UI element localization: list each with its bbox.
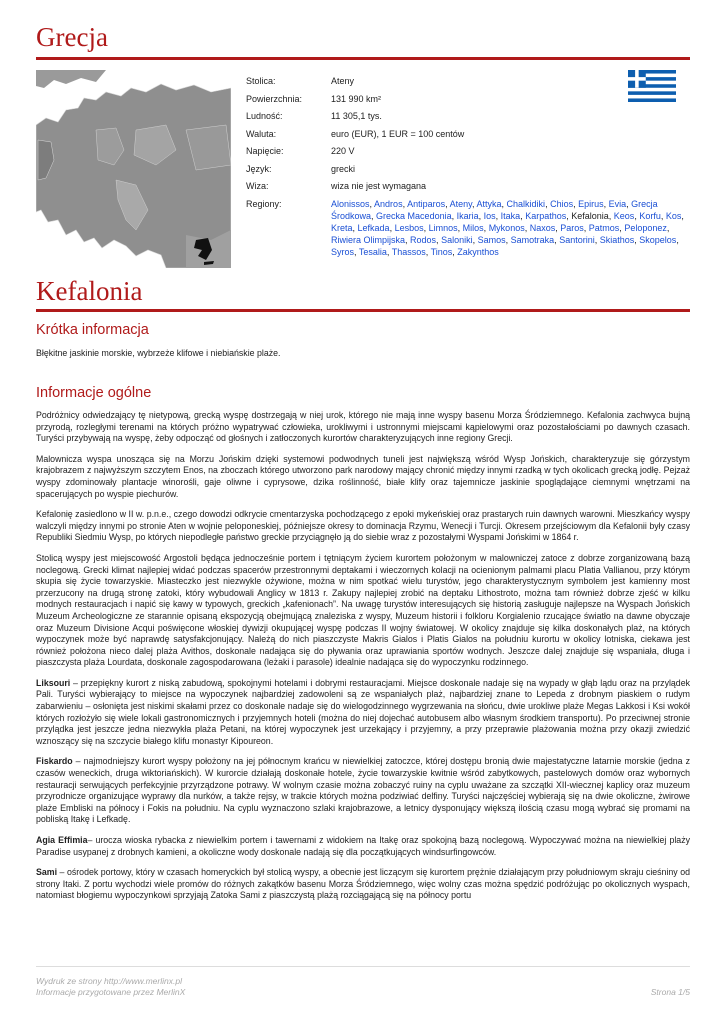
region-link[interactable]: Rodos (410, 234, 437, 245)
region-link[interactable]: Attyka (476, 198, 502, 209)
general-info-heading: Informacje ogólne (36, 385, 152, 401)
info-row-regions: Regiony: Alonissos, Andros, Antiparos, Ateny, Attyka, Chalkidiki, Chios, Epirus, Evia, Grecja Środkowa, Grecka Macedonia, Ikaria, Ios, Itaka, Karpathos, Kefalonia, Keos, Korfu, Kos, Kreta, Lefkada, Lesbos, Limnos, Milos, Mykonos, Naxos, Paros, Patmos, Peloponez, Riwiera Olimpijska, Rodos, Saloniki, Samos, Samotraka, Santorini, Skiathos, Skopelos, Syros, Tesalia, Thassos, Tinos, Zakynthos (246, 198, 691, 258)
place-paragraph: Liksouri – przepiękny kurort z niską zabudową, spokojnymi hotelami i dobrymi restauracjami. Miejsce doskonale nadaje się na wypady w głąb lądu oraz na przylądek Pali. Turyści wybierający to miejsce na wypoczynek najbardziej zadowoleni są ze wspaniałych plaż, najbardziej znane to Lepeda z drobnym piaskiem o rudym zabarwieniu – osłonięta jest niskimi skałami przez co doskonale nadaje się do wielogodzinnego wygrzewania na słońcu, dwie urokliwe plaże Megas Lakkosi i Ksi wokół których rozłożyło się wiele lokali gastronomicznych i przyjemnych hoteli (można do niej dojechać autobusem albo własnym środkiem transportu). Po przeciwnej stronie przylądka jest jeszcze jedna niezwykła plaża Petani, na której wypoczynek jest urzekający i przyjemny, a przy przeprawie plażowania można przy okazji zwiedzić wznoszący się na szczycie białego klifu monastyr Kipoureon. (36, 677, 690, 746)
europe-map (36, 70, 231, 268)
footer-author: Informacje przygotowane przez MerlinX (36, 987, 186, 997)
region-link[interactable]: Zakynthos (457, 246, 499, 257)
region-link[interactable]: Korfu (639, 210, 661, 221)
paragraph: Podróżnicy odwiedzający tę nietypową, grecką wyspę dostrzegają w niej urok, którego nie mają inne wyspy basenu Morza Śródziemnego. Kefalonia zachwyca bujną przyrodą, rozległymi terenami na których próżno wypatrywać człowieka, urokliwymi i ustronnymi miejscami kąpielowymi oraz pozostałościami po dawnych czasach. Turyści przybywają na wyspę, żeby odpocząć od głośnych i zatłoczonych kurortów charakteryzujących inne regiony Grecji. (36, 410, 690, 444)
region-link[interactable]: Syros (331, 246, 355, 257)
place-paragraph: Fiskardo – najmodniejszy kurort wyspy położony na jej północnym krańcu w niewielkiej zatoczce, której dostępu bronią dwie majestatyczne latarnie morskie (jedna z czasów weneckich, druga wiktoriańskich). W kurorcie działają doskonałe hotele, życie towarzyskie kwitnie wśród zabytkowych, pastelowych domów oraz wybornych restauracji serwujących perfekcyjnie przyrządzone potrawy. W wolnym czasie można zobaczyć ruiny na cyplu uważane za szczątki XII-wiecznej kaplicy oraz muzeum przyrodnicze organizujące wyprawy dla nurków, a także rejsy, w trakcie których można podziwiać delfiny. Turyści najczęściej wybierają się na dwie okoliczne, żwirowe plaże Embliski na północy i Fokis na południu. Na cyplu wyznaczono szlaki krajobrazowe, a letnicy dysponujący większą ilością czasu mogą wybrać się promami na pobliską Itakę i Lefkadę. (36, 756, 690, 825)
short-info-text: Błękitne jaskinie morskie, wybrzeże klifowe i niebiańskie plaże. (36, 348, 281, 358)
region-link[interactable]: Kreta (331, 222, 353, 233)
region-link[interactable]: Keos (613, 210, 635, 221)
region-link[interactable]: Chios (550, 198, 574, 209)
region-link[interactable]: Santorini (559, 234, 595, 245)
region-link[interactable]: Skiathos (599, 234, 635, 245)
region-link[interactable]: Samotraka (510, 234, 555, 245)
region-link[interactable]: Skopelos (639, 234, 677, 245)
place-title: Kefalonia (36, 276, 143, 306)
title-rule (36, 57, 690, 60)
region-link[interactable]: Ateny (449, 198, 472, 209)
info-table (246, 75, 691, 263)
region-link[interactable]: Tinos (430, 246, 453, 257)
region-link[interactable]: Milos (462, 222, 484, 233)
region-link[interactable]: Naxos (529, 222, 556, 233)
info-row-population: Ludność: 11 305,1 tys. (246, 111, 382, 121)
info-row-voltage: Napięcie: 220 V (246, 146, 355, 156)
region-link[interactable]: Lefkada (357, 222, 390, 233)
region-link: Kefalonia (571, 210, 609, 221)
region-link[interactable]: Tesalia (358, 246, 387, 257)
region-link[interactable]: Paros (560, 222, 584, 233)
region-link[interactable]: Ios (483, 210, 496, 221)
general-info-body (36, 410, 690, 911)
paragraph: Malownicza wyspa unosząca się na Morzu Jońskim dzięki systemowi podwodnych tuneli jest największą wśród Wysp Jońskich, charakteryzuje się górzystym krajobrazem z najwyższym szczytem Enos, na zboczach którego utworzono park narodowy mający chronić między innymi rzadką w tych okolicach grecką jodłę. Pejzaż wyspy zdominowały plantacje winorośli, gaje oliwne i cyprysowe, dzika roślinność, białe klify oraz tajemnicze jaskinie spoglądające ciemnymi wnętrzami na spacerujących po wyspie piechurów. (36, 453, 690, 499)
region-link[interactable]: Karpathos (525, 210, 567, 221)
region-link[interactable]: Peloponez (624, 222, 667, 233)
country-title: Grecja (36, 22, 108, 52)
info-row-language: Język: grecki (246, 163, 356, 174)
region-link[interactable]: Riwiera Olimpijska (331, 234, 406, 245)
place-paragraph: Agia Effimia– urocza wioska rybacka z niewielkim portem i tawernami z widokiem na Itakę oraz spokojną bazą noclegową. Wypoczywać można na niewielkiej plaży Paradise usypanej z drobnych kamieni, a okoliczne wody doskonale nadają się dla początkujących windsurfingowców. (36, 835, 690, 857)
region-link[interactable]: Epirus (578, 198, 604, 209)
region-link[interactable]: Kos (665, 210, 682, 221)
paragraph: Kefalonię zasiedlono w II w. p.n.e., czego dowodzi odkrycie cmentarzyska pochodzącego z epoki mykeńskiej oraz prastarych ruin dawnych warowni. Mieszkańcy wyspy walczyli między innymi po stronie Aten w wojnie peloponeskiej, późniejsze okresy to dominacja Rzymu, Wenecji i Turcji. Okresem przejściowym dla Kefalonii były czasy Republiki Siedmiu Wysp, po których niepodległe państwo greckie przyciągnęło ją do siebie wraz z pozostałymi Wyspami Jońskimi w 1864 r. (36, 509, 690, 543)
region-link[interactable]: Mykonos (488, 222, 525, 233)
place-paragraph: Sami – ośrodek portowy, który w czasach homeryckich był stolicą wyspy, a obecnie jest liczącym się kurortem prężnie działającym przy południowym skraju cieśniny od strony Itaki. Z portu wychodzi wiele promów do różnych zakątków basenu Morza Śródziemnego, więc wolny czas można spędzić podróżując po okolicznych wyspach, natomiast błogiemu wypoczynkowi sprzyjają Zatoka Sami z piaszczystą plażą rozciągającą się na północy portu (36, 867, 690, 901)
region-link[interactable]: Saloniki (441, 234, 473, 245)
info-row-currency: Waluta: euro (EUR), 1 EUR = 100 centów (246, 128, 465, 139)
footer (36, 976, 690, 998)
region-link[interactable]: Grecja Środkowa (331, 198, 658, 221)
footer-rule (36, 966, 690, 967)
short-info-heading: Krótka informacja (36, 322, 149, 338)
footer-source: Wydruk ze strony http://www.merlinx.pl (36, 976, 182, 986)
region-link[interactable]: Antiparos (407, 198, 446, 209)
info-row-capital: Stolica: Ateny (246, 76, 355, 86)
paragraph: Stolicą wyspy jest miejscowość Argostoli będąca jednocześnie portem i tętniącym życiem kurortem położonym w malowniczej zatoce z dobrze zorganizowaną bazą noclegową. Grecki klimat najlepiej widać podczas spacerów przestronnymi deptakami i wieczornych kolacji na ocienionym palmami placu Platia Vallianou, przy którym skupia się życie towarzyskie. Miasteczko jest niezwykle ożywione, można w nim spotkać wielu turystów, jego charakterystycznym symbolem jest kamienny most przerzucony na drugą stronę zatoki, który wybudowali Anglicy w 1813 r. Zakupy najlepiej zrobić na deptaku Lithostroto, można tam również dobrze zjeść w kilku modnych restauracjach i napić się kawy w typowych, greckich „kafenionach”. Na uwagę turystów interesujących się historią zasługuje najlepsze na Wyspach Jońskich Muzeum Archeologiczne ze starannie opisaną ekspozycją obejmującą znaleziska z wyspy, Muzeum historii i folkloru Korgialenio rzucające światło na dawne obyczaje oraz Muzeum Divisione Acqui poświęcone włoskiej dywizji okupującej wyspę podczas II wojny światowej. W okolicy znajduje się kilka doskonałych plaż, na których wypoczynek może być naprawdę satysfakcjonujący. Należą do nich piaszczyste Makris Gialos i Platis Gialos na południu kurortu w okolicy lotniska, ciekawa jest również położona nieco dalej plaża Avithos, doskonale nadająca się do pływania oraz uprawiania sportów wodnych. Jeszcze dalej znajduje się wspaniała, długa i piaszczysta plaża Lourdata, doskonale zagospodarowana (leżaki i parasole) idealnie nadająca się do wypoczynku rodzinnego. (36, 552, 690, 668)
region-link[interactable]: Samos (477, 234, 506, 245)
region-link[interactable]: Itaka (500, 210, 521, 221)
region-link[interactable]: Lesbos (394, 222, 424, 233)
region-link[interactable]: Andros (374, 198, 403, 209)
regions-list: Alonissos, Andros, Antiparos, Ateny, Attyka, Chalkidiki, Chios, Epirus, Evia, Grecja Środkowa, Grecka Macedonia, Ikaria, Ios, Itaka, Karpathos, Kefalonia, Keos, Korfu, Kos, Kreta, Lefkada, Lesbos, Limnos, Milos, Mykonos, Naxos, Paros, Patmos, Peloponez, Riwiera Olimpijska, Rodos, Saloniki, Samos, Samotraka, Santorini, Skiathos, Skopelos, Syros, Tesalia, Thassos, Tinos, Zakynthos (331, 198, 684, 257)
region-link[interactable]: Thassos (391, 246, 426, 257)
region-link[interactable]: Grecka Macedonia (376, 210, 452, 221)
info-row-visa: Wiza: wiza nie jest wymagana (246, 181, 427, 191)
page-number: Strona 1/5 (650, 987, 690, 997)
greece-flag (628, 70, 676, 102)
region-link[interactable]: Patmos (588, 222, 620, 233)
place-rule (36, 309, 690, 312)
region-link[interactable]: Evia (608, 198, 627, 209)
region-link[interactable]: Ikaria (456, 210, 479, 221)
region-link[interactable]: Limnos (428, 222, 458, 233)
region-link[interactable]: Chalkidiki (506, 198, 546, 209)
info-row-area: Powierzchnia: 131 990 km² (246, 93, 382, 104)
region-link[interactable]: Alonissos (331, 198, 370, 209)
